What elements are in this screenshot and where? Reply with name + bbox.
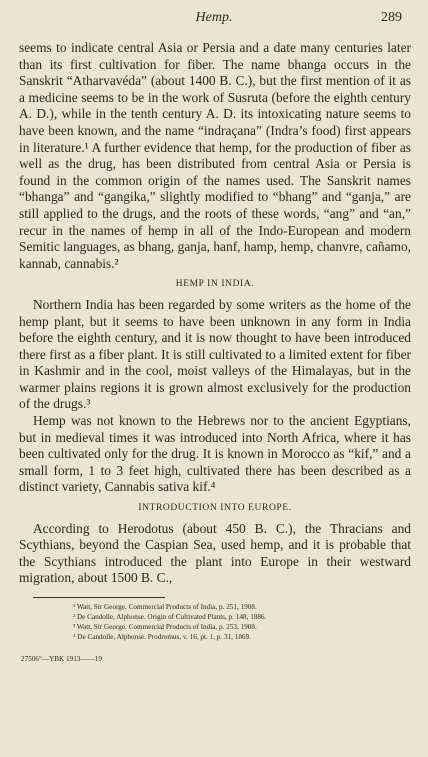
page-header [0, 10, 428, 30]
footnote-4: ⁴ De Candolle, Alphonse. Prodromus, v. 16, pt. 1, p. 31, 1869. [73, 633, 251, 641]
footnote-1: ¹ Watt, Sir George. Commercial Products of India, p. 251, 1908. [73, 603, 257, 611]
printer-line: 27506°—YBK 1913——19 [21, 655, 102, 663]
footnote-2: ² De Candolle, Alphonse. Origin of Cultivated Plants, p. 148, 1886. [73, 613, 267, 621]
page-number: 289 [381, 10, 402, 25]
paragraph-hebrews-egyptians: Hemp was not known to the Hebrews nor to the ancient Egyptians, but in medieval times it was introduced into North Africa, where it has been cultivated only for the drug. It is known in Morocco as “kif,” and a small form, 1 to 3 feet high, cultivated there has been described as a distinct variety, Cannabis sativa kif.⁴ [19, 413, 411, 495]
running-title: Hemp. [195, 10, 233, 25]
page-body [19, 40, 411, 668]
paragraph-northern-india: Northern India has been regarded by some writers as the home of the hemp plant, but it seems to have been unknown in any form in India before the eighth century, and it is now thought to have been introduced there first as a fiber plant. It is still cultivated to a limited extent for fiber in Kashmir and in the cool, moist valleys of the Himalayas, but in the warmer plains regions it is grown almost exclusively for the production of the drugs.³ [19, 296, 411, 412]
footnote-rule [33, 597, 165, 598]
paragraph-hemp-origins: seems to indicate central Asia or Persia and a date many centuries later than its first cultivation for fiber. The name bhanga occurs in the Sanskrit “Atharvavéda” (about 1400 B. C.), but the first mention of it as a medicine seems to be in the work of Susruta (before the eighth century A. D.), while in the tenth century A. D. its intoxicating nature seems to have been known, and the name “indraçana” (Indra’s food) first appears in literature.¹ A further evidence that hemp, for the production of fiber as well as the drug, has been distributed from central Asia or Persia is found in the common origin of the names used. The Sanskrit names “bhanga” and “gangika,” slightly modified to “bhang” and “ganja,” are still applied to the drugs, and the roots of these words, “ang” and “an,” recur in the names of hemp in all of the Indo-European and modern Semitic languages, as bhang, ganja, hanf, hamp, hemp, chanvre, cañamo, kannab, cannabis.² [19, 40, 411, 271]
footnote-3: ³ Watt, Sir George. Commercial Products of India, p. 253, 1908. [73, 623, 257, 631]
section-heading-europe: INTRODUCTION INTO EUROPE. [138, 503, 292, 514]
section-heading-india: HEMP IN INDIA. [175, 279, 255, 290]
paragraph-herodotus: According to Herodotus (about 450 B. C.), the Thracians and Scythians, beyond the Caspian Sea, used hemp, and it is probable that the Scythians introduced the plant into Europe in their westward migration, about 1500 B. C., [19, 520, 411, 586]
